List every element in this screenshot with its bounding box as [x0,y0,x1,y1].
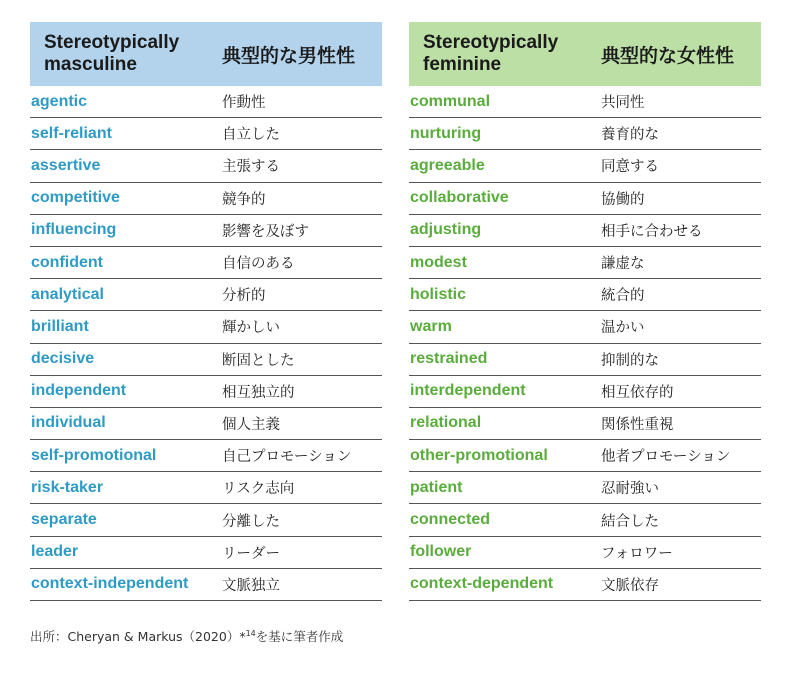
term-en: context-independent [31,575,189,593]
term-jp: 分析的 [222,288,266,305]
table-row [30,504,382,536]
table-row [30,279,382,311]
term-jp: 結合した [601,513,659,530]
term-jp: 相手に合わせる [601,223,703,240]
source-text: 出所：Cheryan & Markus（2020）* [30,629,246,644]
term-en: leader [31,543,79,561]
term-en: collaborative [410,189,509,207]
term-en: independent [31,382,127,400]
term-en: risk-taker [31,478,104,496]
term-en: nurturing [410,124,482,142]
feminine-rows [409,86,761,601]
table-row [409,311,761,343]
term-jp: フォロワー [601,545,673,562]
term-jp: リスク志向 [222,481,295,498]
term-jp: 統合的 [601,288,645,305]
table-row [409,247,761,279]
source-footnote-number: 14 [245,628,256,638]
term-jp: 文脈独立 [222,577,280,594]
term-jp: 断固とした [222,352,295,369]
term-jp: 自己プロモーション [222,449,352,466]
term-en: analytical [31,285,104,303]
source-suffix: を基に筆者作成 [255,629,344,644]
table-row [409,408,761,440]
table-row [409,472,761,504]
term-en: holistic [410,285,467,303]
term-jp: 温かい [601,320,645,337]
table-row [409,504,761,536]
table-row [409,150,761,182]
table-row [30,569,382,601]
table-row [409,215,761,247]
table-row [409,279,761,311]
term-jp: 自立した [222,127,280,144]
table-row [30,118,382,150]
table-row [409,376,761,408]
term-jp: 謙虚な [601,256,645,273]
term-en: restrained [410,350,488,368]
table-row [409,569,761,601]
table-row [409,440,761,472]
table-row [409,344,761,376]
term-en: adjusting [410,221,482,239]
term-en: communal [410,92,491,110]
table-row [30,472,382,504]
term-jp: 協働的 [601,191,645,208]
masculine-rows [30,86,382,601]
table-row [30,86,382,118]
term-jp: 輝かしい [222,320,280,337]
term-en: relational [410,414,482,432]
term-en: interdependent [410,382,526,400]
term-jp: 自信のある [222,256,295,273]
term-en: modest [410,253,467,271]
term-jp: 同意する [601,159,659,176]
term-jp: 相互独立的 [222,384,295,401]
table-row [30,408,382,440]
term-jp: 競争的 [222,191,266,208]
term-jp: リーダー [222,545,280,562]
table-row [30,344,382,376]
term-jp: 個人主義 [222,416,280,433]
term-en: agreeable [410,156,485,174]
term-en: confident [31,253,103,271]
term-en: individual [31,414,106,432]
term-en: other-promotional [410,446,548,464]
term-jp: 他者プロモーション [601,449,731,466]
term-jp: 作動性 [222,95,266,112]
term-en: brilliant [31,317,89,335]
table-row [30,247,382,279]
masculine-table [30,22,382,601]
term-en: connected [410,511,491,529]
masculine-header-en: Stereotypically masculine [44,32,180,75]
table-row [409,86,761,118]
feminine-header-jp: 典型的な女性性 [601,44,735,67]
table-row [30,183,382,215]
source-note [30,627,343,645]
term-jp: 分離した [222,513,280,530]
term-jp: 養育的な [601,127,659,144]
term-en: agentic [31,92,88,110]
table-row [409,118,761,150]
term-en: assertive [31,156,101,174]
term-jp: 影響を及ぼす [222,223,309,240]
term-en: context-dependent [410,575,554,593]
table-row [30,376,382,408]
term-en: self-promotional [31,446,157,464]
feminine-table [409,22,761,601]
term-en: warm [410,317,452,335]
term-en: follower [410,543,472,561]
term-jp: 主張する [222,159,280,176]
term-en: separate [31,511,97,529]
term-jp: 関係性重視 [601,416,674,433]
masculine-header-jp: 典型的な男性性 [222,44,356,67]
term-en: patient [410,478,463,496]
term-en: competitive [31,189,120,207]
feminine-header [409,22,761,86]
term-jp: 共同性 [601,95,645,112]
table-row [30,440,382,472]
term-en: self-reliant [31,124,112,142]
term-en: influencing [31,221,117,239]
term-en: decisive [31,350,95,368]
table-row [409,183,761,215]
table-row [30,537,382,569]
term-jp: 抑制的な [601,352,659,369]
table-row [30,150,382,182]
feminine-header-en: Stereotypically feminine [423,32,559,75]
term-jp: 相互依存的 [601,384,674,401]
table-row [30,215,382,247]
table-row [409,537,761,569]
masculine-header [30,22,382,86]
term-jp: 文脈依存 [601,577,659,594]
term-jp: 忍耐強い [601,481,659,498]
table-row [30,311,382,343]
